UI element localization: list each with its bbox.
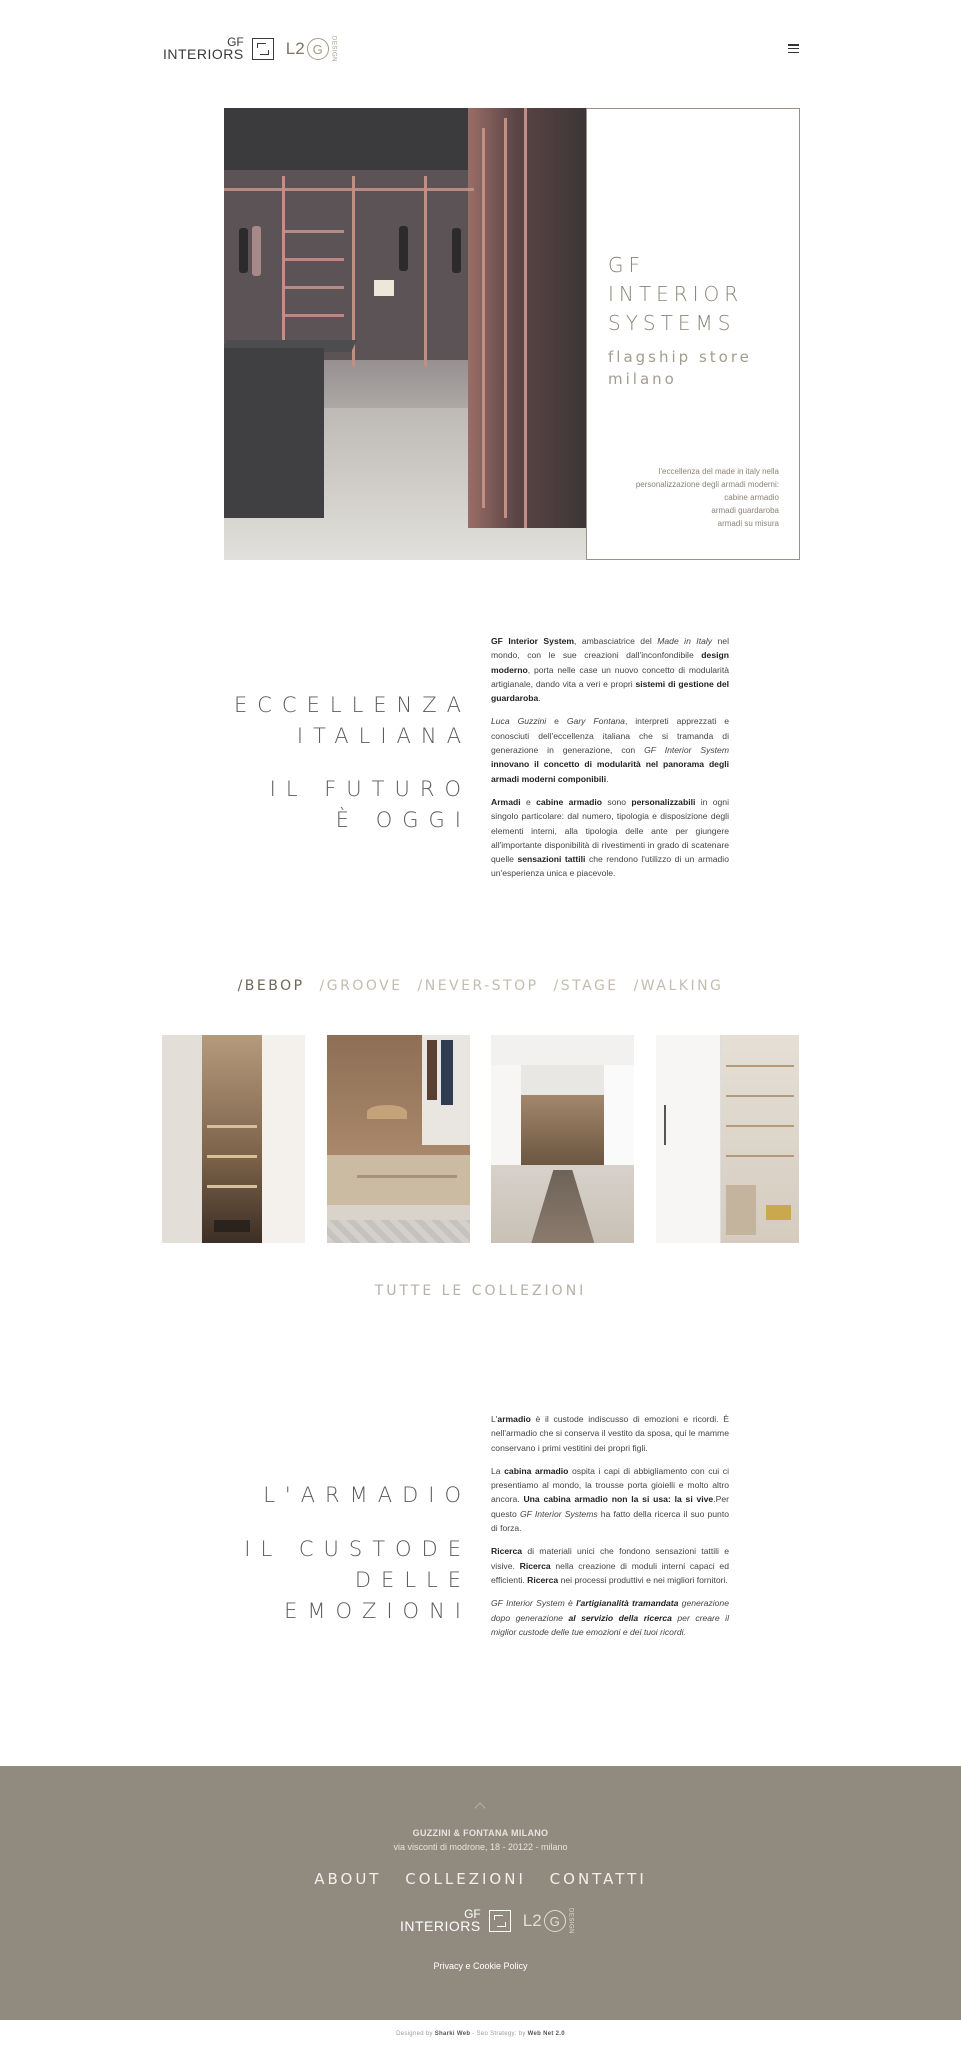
back-to-top-icon[interactable] bbox=[474, 1802, 485, 1813]
paragraph: GF Interior System, ambasciatrice del Made in Italy nel mondo, con le sue creazioni dall'inconfondibile design moderno, porta nelle case un nuovo concetto di modularità artigianale, dando vita a veri e propri sistemi di gestione del guardaroba. bbox=[491, 636, 729, 704]
footer-address: via visconti di modrone, 18 - 20122 - milano bbox=[393, 1842, 568, 1852]
logo-gf-mark: GF bbox=[227, 35, 244, 50]
footer-company-name: GUZZINI & FONTANA MILANO bbox=[412, 1828, 549, 1838]
gallery-image-4[interactable] bbox=[656, 1035, 799, 1243]
designer-link[interactable]: Sharki Web bbox=[434, 2031, 471, 2037]
logo-gf-text bbox=[163, 35, 244, 63]
cookie-policy-link[interactable]: Cookie Policy bbox=[473, 1961, 528, 1971]
gallery-image-1[interactable] bbox=[162, 1035, 305, 1243]
eccellenza-heading: ECCELLENZA ITALIANA bbox=[234, 693, 471, 748]
armadio-body bbox=[491, 1412, 729, 1648]
hero-subtitle: flagship store milano bbox=[608, 348, 752, 388]
collection-gallery bbox=[162, 1035, 799, 1243]
armadio-heading: L'ARMADIO bbox=[263, 1483, 471, 1507]
logo-interiors-word: INTERIORS bbox=[163, 46, 244, 63]
hero-description: l'eccellenza del made in italy nella personalizzazione degli armadi moderni: cabine armadio armadi guardaroba armadi su misura bbox=[635, 467, 779, 528]
paragraph: Luca Guzzini e Gary Fontana, interpreti apprezzati e conosciuti dell'eccellenza italiana che si tramanda di generazione in generazione, con GF Interior System innovano il concetto di modularità nel panorama degli armadi moderni componibili. bbox=[491, 716, 729, 784]
logo-l2-text: L2 bbox=[285, 39, 305, 58]
paragraph: L'armadio è il custode indiscusso di emozioni e ricordi. È nell'armadio che si conserva il vestito da sposa, qui le mamme conservano i primi vestitini dei propri figli. bbox=[491, 1414, 729, 1453]
logo-square-icon bbox=[489, 1910, 511, 1932]
hero-info-card bbox=[586, 108, 800, 560]
footer-nav bbox=[0, 1870, 961, 1888]
paragraph: La cabina armadio ospita i capi di abbigliamento con cui ci presentiamo al mondo, la trousse porta gioielli e molto altro ancora. Una cabina armadio non la si usa: la si vive.Per questo GF Interior Systems ha fatto della ricerca il suo punto di forza. bbox=[491, 1465, 729, 1534]
paragraph: Armadi e cabine armadio sono personalizzabili in ogni singolo particolare: dal numero, tipologia e disposizione degli elementi interni, alla tipologia delle ante per giungere all'importante disponibilità di rivestimenti in grado di scatenare quelle sensazioni tattili che rendono l'utilizzo di un armadio un'esperienza unica e piacevole. bbox=[491, 796, 729, 879]
hero-walk-in-closet-image bbox=[224, 108, 588, 560]
gallery-image-2[interactable] bbox=[327, 1035, 470, 1243]
paragraph: GF Interior System è l'artigianalità tramandata generazione dopo generazione al servizio della ricerca per creare il miglior custode delle tue emozioni e dei tuoi ricordi. bbox=[491, 1598, 729, 1637]
hamburger-menu-icon[interactable] bbox=[788, 44, 799, 53]
tab-walking[interactable]: /WALKING bbox=[633, 978, 724, 994]
site-footer bbox=[0, 1766, 961, 2020]
footer-nav-contatti[interactable]: CONTATTI bbox=[549, 1870, 647, 1888]
seo-link[interactable]: Web Net 2.0 bbox=[527, 2031, 565, 2037]
credits-bar: Designed by Sharki Web - Seo Strategy: by Web Net 2.0 bbox=[396, 2031, 565, 2037]
logo-gf-text: GF INTERIORS bbox=[400, 1907, 481, 1935]
tab-groove[interactable]: /GROOVE bbox=[319, 978, 403, 994]
l2g-design-logo bbox=[286, 36, 337, 62]
tab-never-stop[interactable]: /NEVER-STOP bbox=[417, 978, 539, 994]
paragraph: Ricerca di materiali unici che fondono sensazioni tattili e visive. Ricerca nella creazione di moduli interni capaci ed efficienti. Ricerca nei processi produttivi e nei migliori fornitori. bbox=[491, 1546, 729, 1585]
footer-nav-collezioni[interactable]: COLLEZIONI bbox=[405, 1870, 526, 1888]
custode-heading: IL CUSTODE DELLE EMOZIONI bbox=[244, 1537, 471, 1623]
tab-bebop[interactable]: /BEBOP bbox=[237, 978, 305, 994]
privacy-link[interactable]: Privacy bbox=[433, 1961, 463, 1971]
gf-interiors-logo[interactable] bbox=[163, 36, 337, 62]
l2g-design-logo: L2 G DESIGN bbox=[522, 1908, 574, 1935]
hero-section bbox=[224, 108, 800, 560]
logo-square-icon bbox=[252, 38, 274, 60]
hero-title: GF INTERIOR SYSTEMS bbox=[608, 253, 744, 335]
legal-separator: e bbox=[465, 1961, 471, 1971]
futuro-heading: IL FUTURO È OGGI bbox=[269, 777, 471, 832]
tab-stage[interactable]: /STAGE bbox=[553, 978, 619, 994]
collection-tabs bbox=[0, 978, 961, 994]
logo-g-circle: G bbox=[307, 38, 329, 60]
footer-nav-about[interactable]: ABOUT bbox=[314, 1870, 382, 1888]
footer-legal-links bbox=[0, 1961, 961, 1971]
footer-logo[interactable] bbox=[400, 1908, 574, 1934]
gallery-image-3[interactable] bbox=[491, 1035, 634, 1243]
logo-design-word: DESIGN bbox=[330, 36, 337, 63]
all-collections-link[interactable]: TUTTE LE COLLEZIONI bbox=[374, 1283, 587, 1299]
eccellenza-body bbox=[491, 634, 729, 890]
site-header bbox=[0, 0, 961, 100]
